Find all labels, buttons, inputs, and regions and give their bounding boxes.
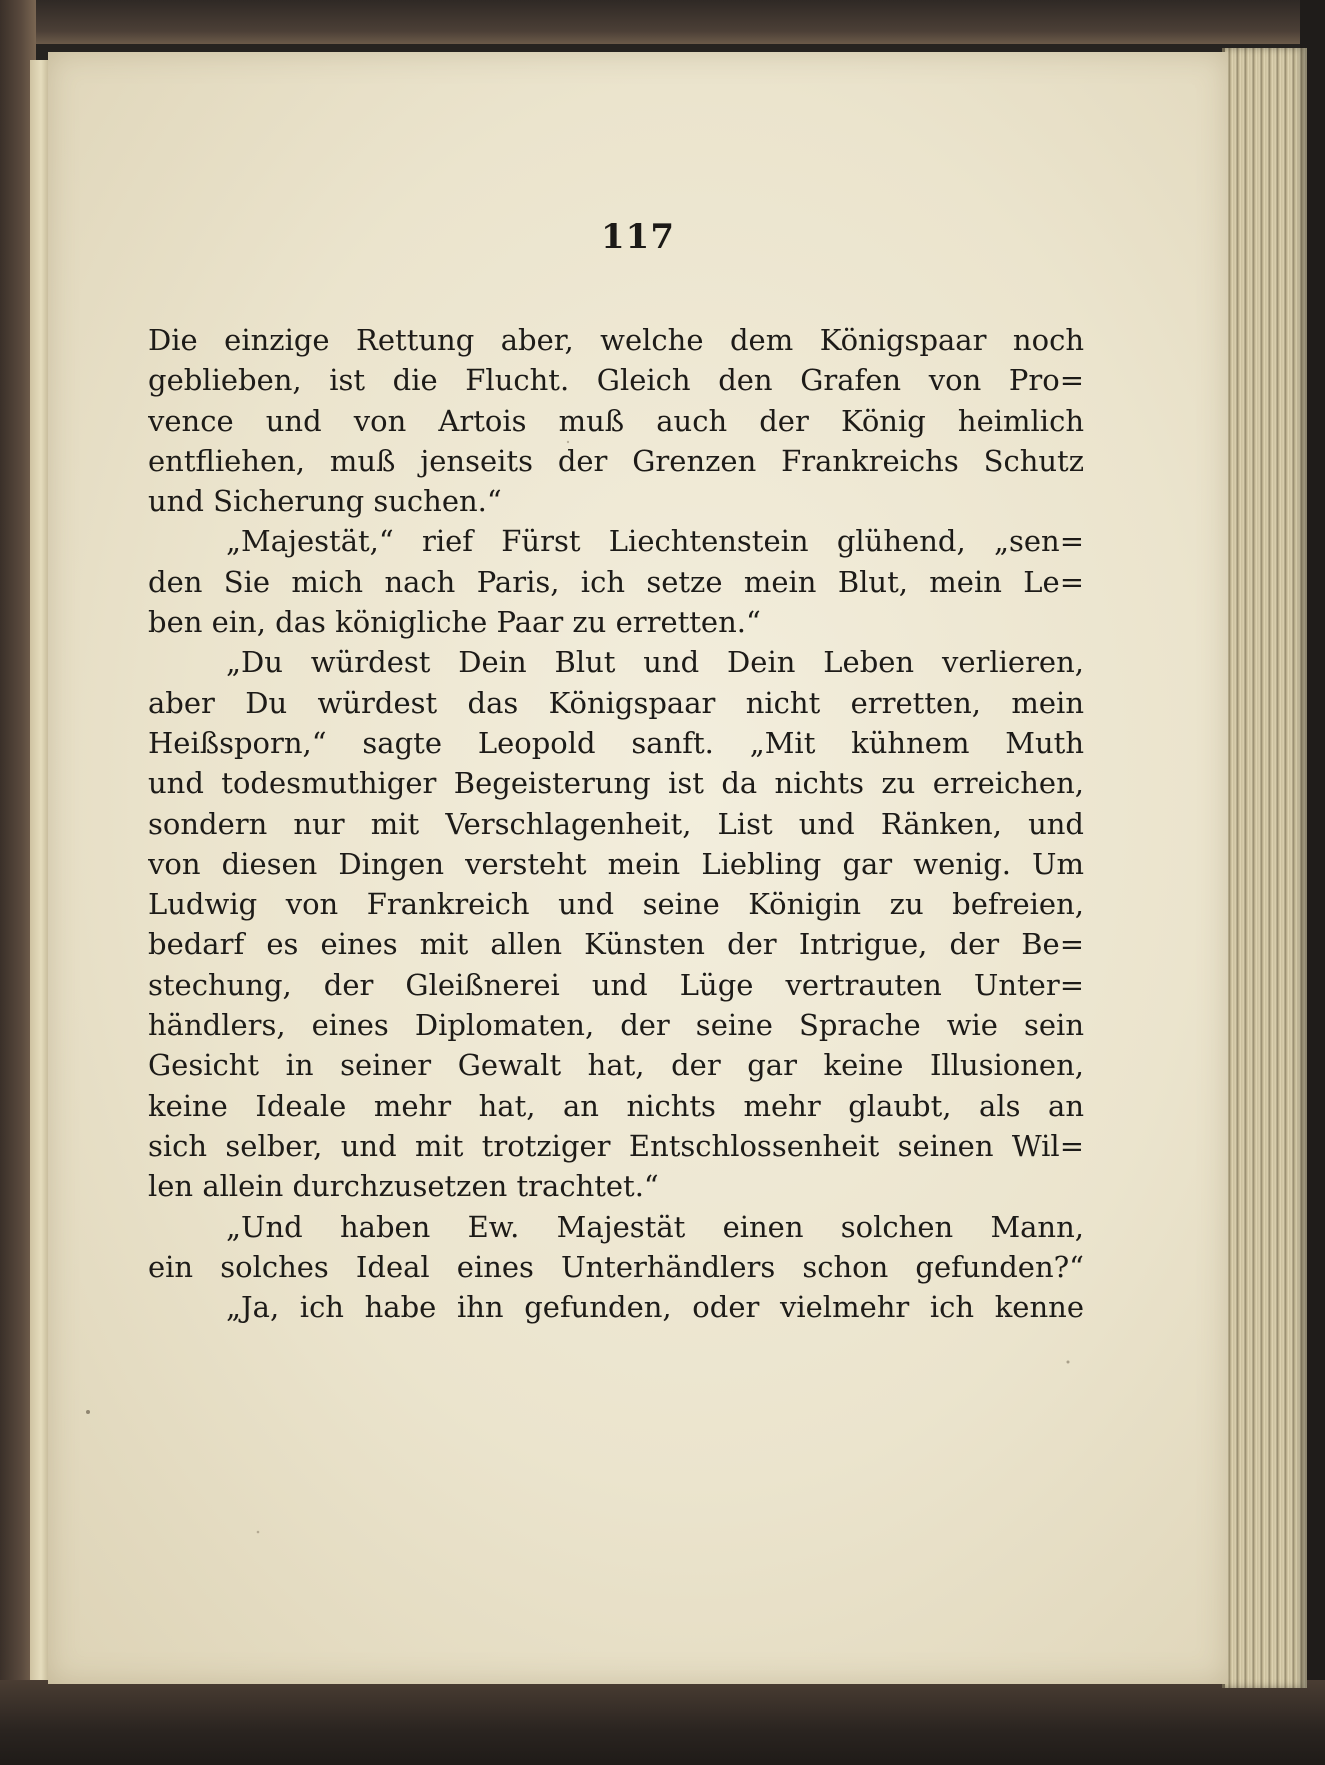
text-line: Gesicht in seiner Gewalt hat, der gar keine Illusionen, [148,1048,1084,1083]
book-cover-top [0,0,1325,44]
text-line: den Sie mich nach Paris, ich setze mein Blut, mein Le= [148,564,1084,599]
text-line: ben ein, das königliche Paar zu erretten.“ [148,605,761,640]
text-line: händlers, eines Diplomaten, der seine Sprache wie sein [148,1008,1084,1043]
text-line: keine Ideale mehr hat, an nichts mehr glaubt, als an [148,1088,1084,1123]
text-line: stechung, der Gleißnerei und Lüge vertrauten Unter= [148,967,1084,1002]
text-line: von diesen Dingen versteht mein Liebling gar wenig. Um [148,846,1084,881]
text-line: geblieben, ist die Flucht. Gleich den Grafen von Pro= [148,363,1084,398]
text-line: „Ja, ich habe ihn gefunden, oder vielmehr ich kenne [226,1290,1084,1325]
text-line: Heißsporn,“ sagte Leopold sanft. „Mit kühnem Muth [148,725,1084,760]
text-line: sondern nur mit Verschlagenheit, List und Ränken, und [148,806,1084,841]
text-line: „Majestät,“ rief Fürst Liechtenstein glühend, „sen= [226,524,1084,559]
text-line: Ludwig von Frankreich und seine Königin zu befreien, [148,887,1084,922]
book-cover-bottom [0,1680,1325,1765]
text-line: „Du würdest Dein Blut und Dein Leben verlieren, [226,645,1084,680]
text-line: sich selber, und mit trotziger Entschlossenheit seinen Wil= [148,1128,1084,1163]
text-line: aber Du würdest das Königspaar nicht erretten, mein [148,685,1084,720]
book-page [48,52,1228,1684]
text-line: len allein durchzusetzen trachtet.“ [148,1169,659,1204]
text-line: Die einzige Rettung aber, welche dem Königspaar noch [148,323,1084,357]
text-line: entfliehen, muß jenseits der Grenzen Frankreichs Schutz [148,443,1084,478]
page-text [148,320,1084,1327]
text-line: ein solches Ideal eines Unterhändlers schon gefunden?“ [148,1249,1084,1284]
text-line: vence und von Artois muß auch der König heimlich [148,403,1084,438]
text-line: „Und haben Ew. Majestät einen solchen Mann, [226,1209,1084,1244]
page-stack-edges [1222,48,1307,1688]
text-line: bedarf es eines mit allen Künsten der Intrigue, der Be= [148,927,1084,962]
text-line: und todesmuthiger Begeisterung ist da nichts zu erreichen, [148,766,1084,801]
text-line: und Sicherung suchen.“ [148,484,502,519]
page-number: 117 [601,217,675,257]
